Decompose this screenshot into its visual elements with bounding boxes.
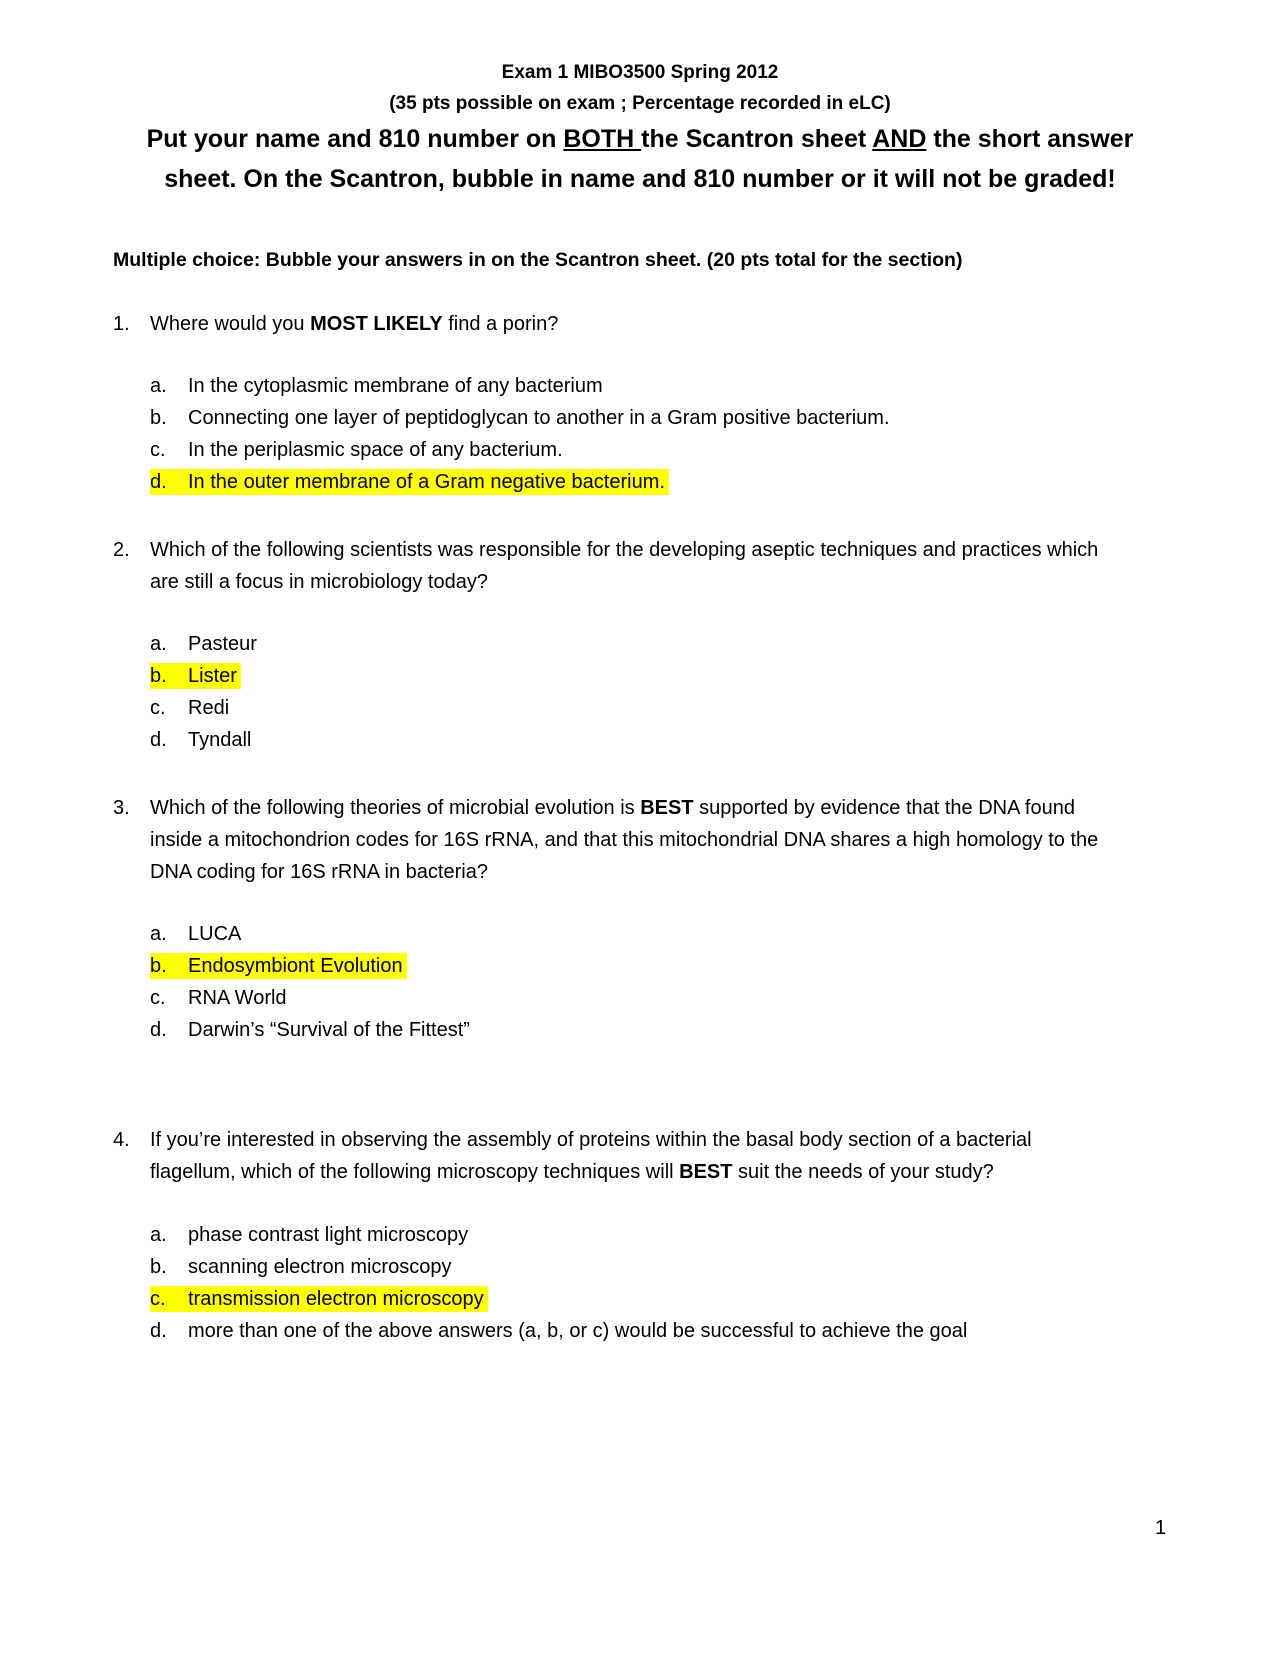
question-text	[150, 312, 558, 336]
option-text: LUCA	[188, 923, 242, 945]
answer-option-highlighted	[150, 663, 241, 689]
question-text: are still a focus in microbiology today?	[150, 571, 488, 593]
instructions-text: the short answer	[926, 125, 1134, 153]
question-text-part: Which of the following theories of microbial evolution is	[150, 797, 641, 819]
question-text: Which of the following scientists was responsible for the developing aseptic techniques and practices which	[150, 539, 1099, 561]
question-number: 1.	[113, 313, 130, 335]
option-letter: b.	[150, 955, 167, 977]
option-text: Darwin’s “Survival of the Fittest”	[188, 1019, 470, 1041]
option-text: RNA World	[188, 987, 287, 1009]
option-text: Endosymbiont Evolution	[188, 955, 403, 977]
option-text: transmission electron microscopy	[188, 1288, 484, 1310]
question-text-part: Where would you	[150, 313, 311, 335]
exam-subtitle: (35 pts possible on exam ; Percentage recorded in eLC)	[389, 93, 891, 114]
option-letter: b.	[150, 1256, 167, 1278]
option-letter: a.	[150, 633, 167, 655]
answer-option	[150, 373, 603, 399]
option-letter: b.	[150, 665, 167, 687]
answer-option	[150, 631, 257, 657]
option-text: scanning electron microscopy	[188, 1256, 452, 1278]
answer-option	[150, 1254, 451, 1280]
option-letter: b.	[150, 407, 167, 429]
option-text: Connecting one layer of peptidoglycan to another in a Gram positive bacterium.	[188, 407, 890, 429]
question-text-part: supported by evidence that the DNA found	[693, 797, 1075, 819]
answer-option	[150, 1222, 468, 1248]
option-letter: a.	[150, 375, 167, 397]
option-letter: c.	[150, 987, 166, 1009]
instructions-text: Put your name and 810 number on	[146, 125, 564, 153]
question-text: inside a mitochondrion codes for 16S rRNA, and that this mitochondrial DNA shares a high homology to the	[150, 829, 1099, 851]
option-letter: d.	[150, 1320, 167, 1342]
option-letter: a.	[150, 923, 167, 945]
question-text: DNA coding for 16S rRNA in bacteria?	[150, 861, 488, 883]
question-text-part: flagellum, which of the following microscopy techniques will	[150, 1161, 680, 1183]
answer-option	[150, 437, 563, 463]
question-text-part: find a porin?	[442, 313, 559, 335]
answer-option	[150, 405, 890, 431]
option-text: In the outer membrane of a Gram negative bacterium.	[188, 471, 665, 493]
section-heading: Multiple choice: Bubble your answers in on the Scantron sheet. (20 pts total for the section)	[113, 249, 963, 271]
question-number: 4.	[113, 1129, 130, 1151]
instructions-line-1	[0, 124, 1280, 154]
option-letter: c.	[150, 1288, 166, 1310]
option-letter: a.	[150, 1224, 167, 1246]
option-text: more than one of the above answers (a, b, or c) would be successful to achieve the goal	[188, 1320, 968, 1342]
question-emphasis: BEST	[640, 797, 694, 819]
question-text-part: suit the needs of your study?	[732, 1161, 994, 1183]
instructions-line-2: sheet. On the Scantron, bubble in name and 810 number or it will not be graded!	[164, 165, 1116, 193]
answer-option	[150, 695, 229, 721]
question-text	[150, 1160, 994, 1184]
answer-option	[150, 921, 241, 947]
option-text: In the cytoplasmic membrane of any bacterium	[188, 375, 603, 397]
question-number: 2.	[113, 539, 130, 561]
answer-option	[150, 727, 251, 753]
instructions-text: the Scantron sheet	[641, 125, 873, 153]
exam-title: Exam 1 MIBO3500 Spring 2012	[501, 62, 779, 83]
question-emphasis: BEST	[679, 1161, 733, 1183]
option-text: phase contrast light microscopy	[188, 1224, 469, 1246]
option-text: Tyndall	[188, 729, 252, 751]
option-text: In the periplasmic space of any bacterium.	[188, 439, 563, 461]
answer-option-highlighted	[150, 469, 669, 495]
answer-option-highlighted	[150, 1286, 488, 1312]
answer-option	[150, 1318, 967, 1344]
option-text: Redi	[188, 697, 230, 719]
question-text	[150, 796, 1075, 820]
option-letter: c.	[150, 439, 166, 461]
option-letter: d.	[150, 1019, 167, 1041]
option-text: Lister	[188, 665, 237, 687]
question-text: If you’re interested in observing the assembly of proteins within the basal body section of a bacterial	[150, 1129, 1032, 1151]
option-letter: d.	[150, 729, 167, 751]
page-number: 1	[1155, 1517, 1167, 1539]
answer-option	[150, 985, 287, 1011]
option-text: Pasteur	[188, 633, 257, 655]
option-letter: c.	[150, 697, 166, 719]
answer-option	[150, 1017, 470, 1043]
question-number: 3.	[113, 797, 130, 819]
instructions-both: BOTH	[563, 125, 642, 153]
answer-option-highlighted	[150, 953, 407, 979]
question-emphasis: MOST LIKELY	[310, 313, 443, 335]
instructions-and: AND	[872, 125, 927, 153]
option-letter: d.	[150, 471, 167, 493]
